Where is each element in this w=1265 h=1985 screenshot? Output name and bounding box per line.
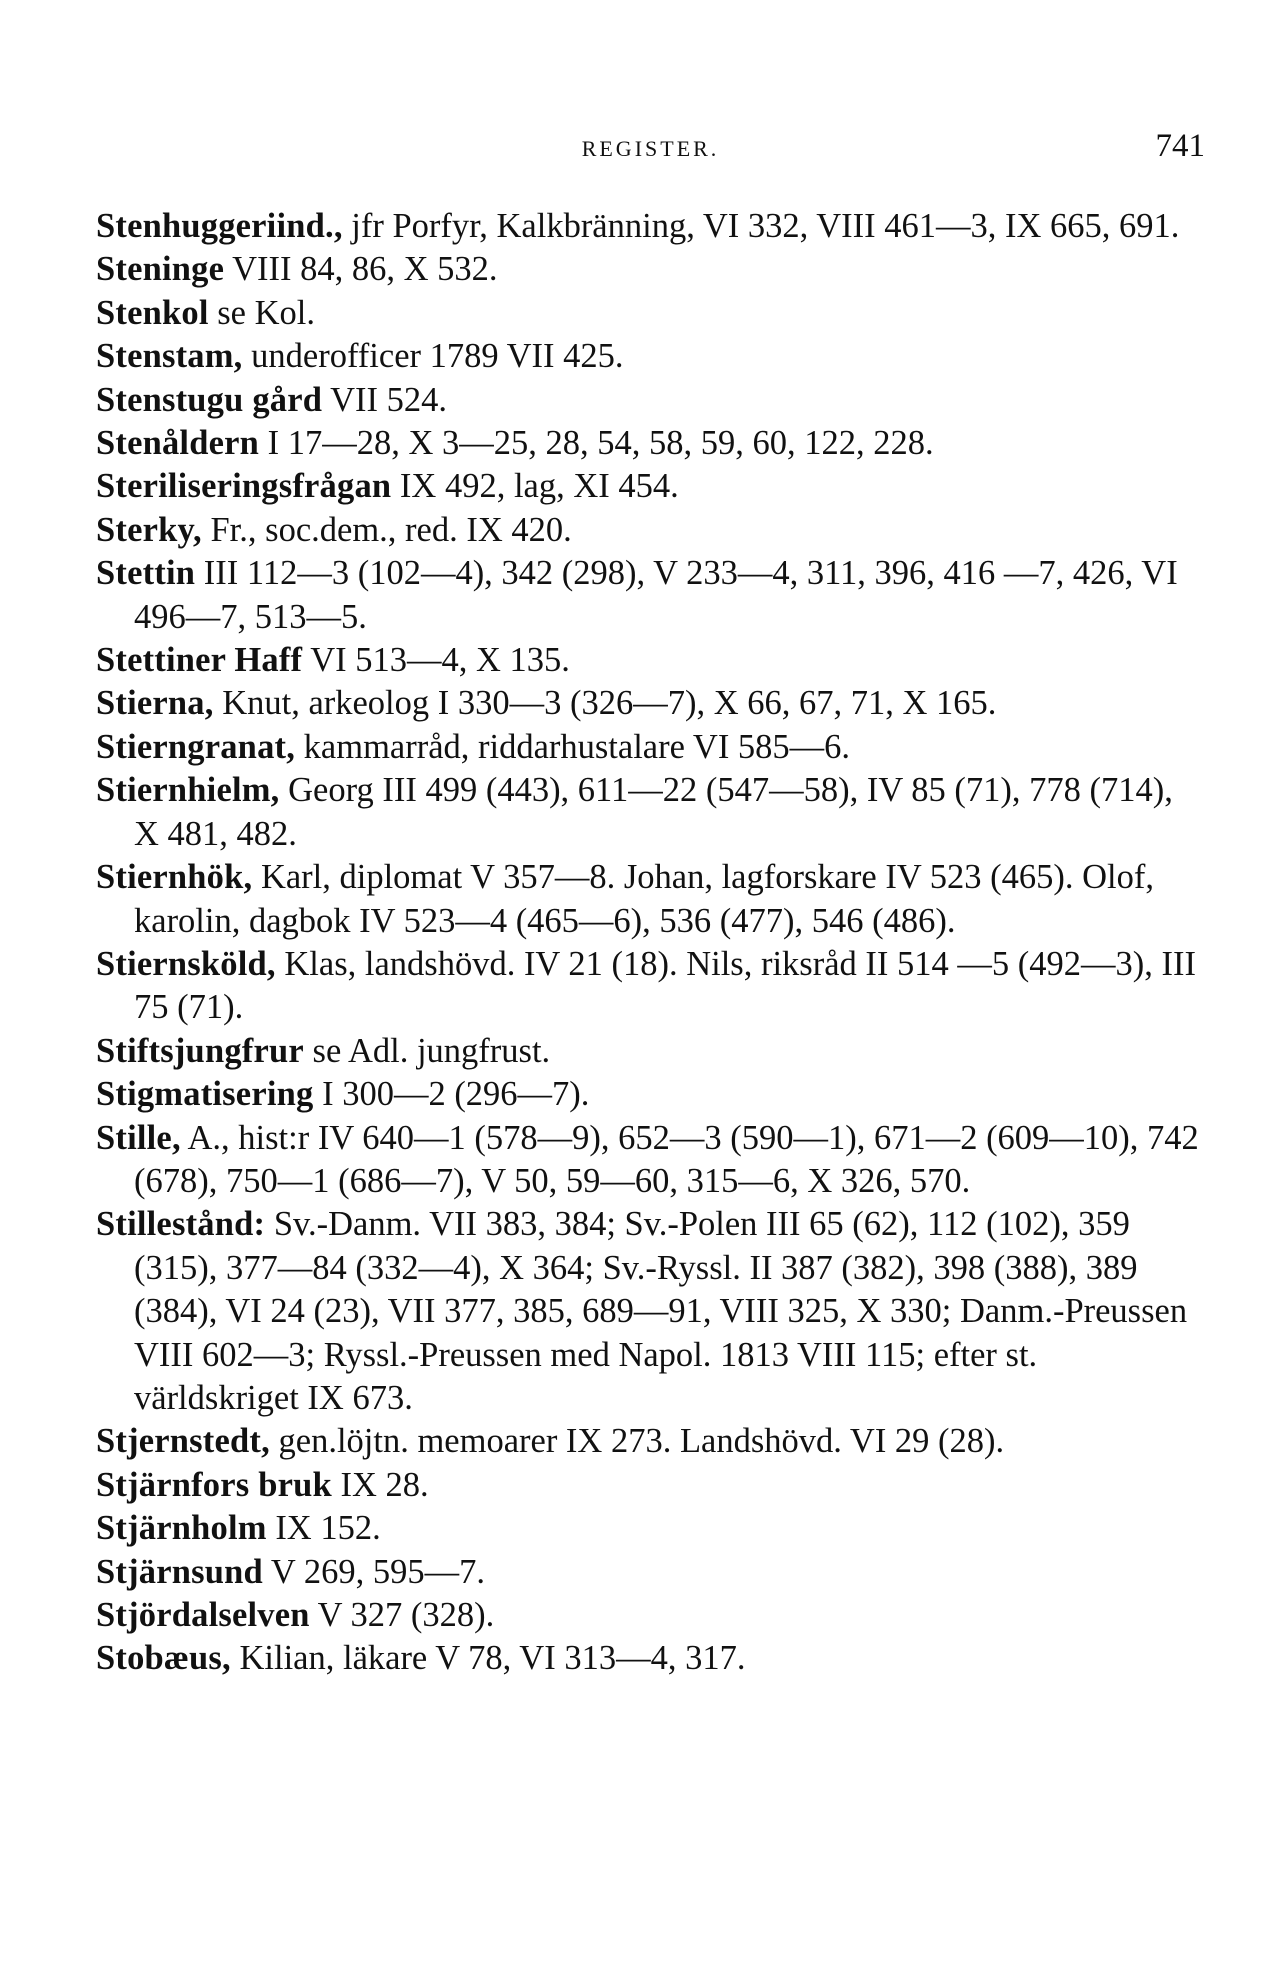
- index-entry: [96, 422, 1206, 465]
- entry-references: se Kol.: [208, 293, 315, 332]
- entry-headword: Steriliseringsfrågan: [96, 467, 392, 506]
- index-entry: [96, 465, 1206, 508]
- entry-references: Knut, arkeolog I 330—3 (326—7), X 66, 67, 71, X 165.: [213, 684, 997, 723]
- entry-headword: Stiftsjungfrur: [96, 1031, 304, 1070]
- index-entry: [96, 639, 1206, 682]
- index-entry: [96, 552, 1206, 639]
- index-entry: [96, 1117, 1206, 1204]
- index-entry: [96, 1203, 1206, 1420]
- index-entry: [96, 1637, 1206, 1680]
- running-head: [96, 128, 1205, 168]
- entry-references: IX 492, lag, XI 454.: [391, 467, 679, 506]
- entry-headword: Stjärnholm: [96, 1509, 267, 1548]
- entry-headword: Stigmatisering: [96, 1075, 314, 1114]
- entry-headword: Stierngranat,: [96, 727, 296, 766]
- entry-headword: Stenstam,: [96, 337, 243, 376]
- entry-references: kammarråd, riddarhustalare VI 585—6.: [295, 727, 851, 766]
- entry-references: Klas, landshövd. IV 21 (18). Nils, riksråd II 514 —5 (492—3), III 75 (71).: [134, 944, 1196, 1027]
- page-number: 741: [1155, 128, 1205, 164]
- entry-headword: Stobæus,: [96, 1639, 231, 1678]
- entry-headword: Stettiner Haff: [96, 641, 303, 680]
- entry-headword: Stjördalselven: [96, 1596, 310, 1634]
- entry-references: III 112—3 (102—4), 342 (298), V 233—4, 311, 396, 416 —7, 426, VI 496—7, 513—5.: [134, 554, 1178, 636]
- entry-headword: Stiernhielm,: [96, 771, 280, 810]
- index-entry: [96, 205, 1206, 248]
- entry-headword: Stjärnsund: [96, 1552, 263, 1591]
- index-entry: [96, 769, 1206, 856]
- index-entry: [96, 248, 1206, 291]
- entry-references: gen.löjtn. memoarer IX 273. Landshövd. VI 29 (28).: [269, 1422, 1005, 1461]
- entry-references: V 327 (328).: [309, 1596, 495, 1634]
- index-entry: [96, 1551, 1206, 1594]
- entry-references: Karl, diplomat V 357—8. Johan, lagforskare IV 523 (465). Olof, karolin, dagbok IV 523—4 (465—6), 536 (477), 546 (486).: [134, 858, 1154, 940]
- index-entry: [96, 1030, 1206, 1073]
- index-entry: [96, 726, 1206, 769]
- index-entry: [96, 1073, 1206, 1116]
- entry-references: A., hist:r IV 640—1 (578—9), 652—3 (590—1), 671—2 (609—10), 742 (678), 750—1 (686—7), V 50, 59—60, 315—6, X 326, 570.: [134, 1118, 1199, 1200]
- entry-references: IX 28.: [331, 1465, 429, 1504]
- index-entry: [96, 335, 1206, 378]
- entry-references: se Adl. jungfrust.: [303, 1031, 551, 1070]
- index-entry: [96, 379, 1206, 422]
- index-entry: [96, 1420, 1206, 1463]
- entry-references: Sv.-Danm. VII 383, 384; Sv.-Polen III 65 (62), 112 (102), 359 (315), 377—84 (332—4), X 364; Sv.-Ryssl. II 387 (382), 398 (388), 389 (384), VI 24 (23), VII 377, 385, 689—91, VIII 325, X 330; Danm.-Preussen VIII 602—3; Ryssl.-Preussen med Napol. 1813 VIII 115; efter st. världskriget IX 673.: [134, 1205, 1188, 1417]
- index-entry: [96, 856, 1206, 943]
- entry-references: VI 513—4, X 135.: [302, 641, 570, 680]
- running-title: REGISTER.: [581, 136, 720, 161]
- index-entry: [96, 1594, 1206, 1637]
- entry-references: IX 152.: [266, 1509, 381, 1548]
- entry-references: underofficer 1789 VII 425.: [242, 337, 624, 376]
- entry-references: jfr Porfyr, Kalkbränning, VI 332, VIII 461—3, IX 665, 691.: [342, 207, 1180, 245]
- entry-headword: Stenåldern: [96, 424, 260, 463]
- entry-references: I 17—28, X 3—25, 28, 54, 58, 59, 60, 122, 228.: [259, 424, 934, 463]
- entry-references: Fr., soc.dem., red. IX 420.: [201, 510, 572, 549]
- entry-references: VIII 84, 86, X 532.: [224, 250, 498, 289]
- entry-headword: Stiernhök,: [96, 858, 253, 897]
- entry-headword: Stenhuggeriind.,: [96, 207, 343, 245]
- index-entry: [96, 292, 1206, 335]
- entry-headword: Stierna,: [96, 684, 214, 723]
- index-entry: [96, 1464, 1206, 1507]
- entry-headword: Stenstugu gård: [96, 380, 323, 419]
- index-entry: [96, 1507, 1206, 1550]
- entry-headword: Stjernstedt,: [96, 1422, 270, 1461]
- entry-references: V 269, 595—7.: [262, 1552, 485, 1591]
- index-entry: [96, 682, 1206, 725]
- entry-headword: Stille,: [96, 1118, 181, 1157]
- index-entry: [96, 509, 1206, 552]
- entry-headword: Stenkol: [96, 293, 209, 332]
- index-entries: [96, 205, 1206, 1681]
- entry-references: VII 524.: [322, 380, 448, 419]
- entry-references: Georg III 499 (443), 611—22 (547—58), IV 85 (71), 778 (714), X 481, 482.: [134, 771, 1173, 853]
- entry-headword: Stettin: [96, 554, 196, 593]
- entry-headword: Stjärnfors bruk: [96, 1465, 332, 1504]
- entry-headword: Steninge: [96, 250, 225, 289]
- index-entry: [96, 943, 1206, 1030]
- entry-headword: Stillestånd:: [96, 1205, 266, 1244]
- entry-headword: Sterky,: [96, 510, 202, 549]
- entry-headword: Stiernsköld,: [96, 944, 276, 983]
- entry-references: I 300—2 (296—7).: [313, 1075, 590, 1114]
- entry-references: Kilian, läkare V 78, VI 313—4, 317.: [230, 1639, 746, 1678]
